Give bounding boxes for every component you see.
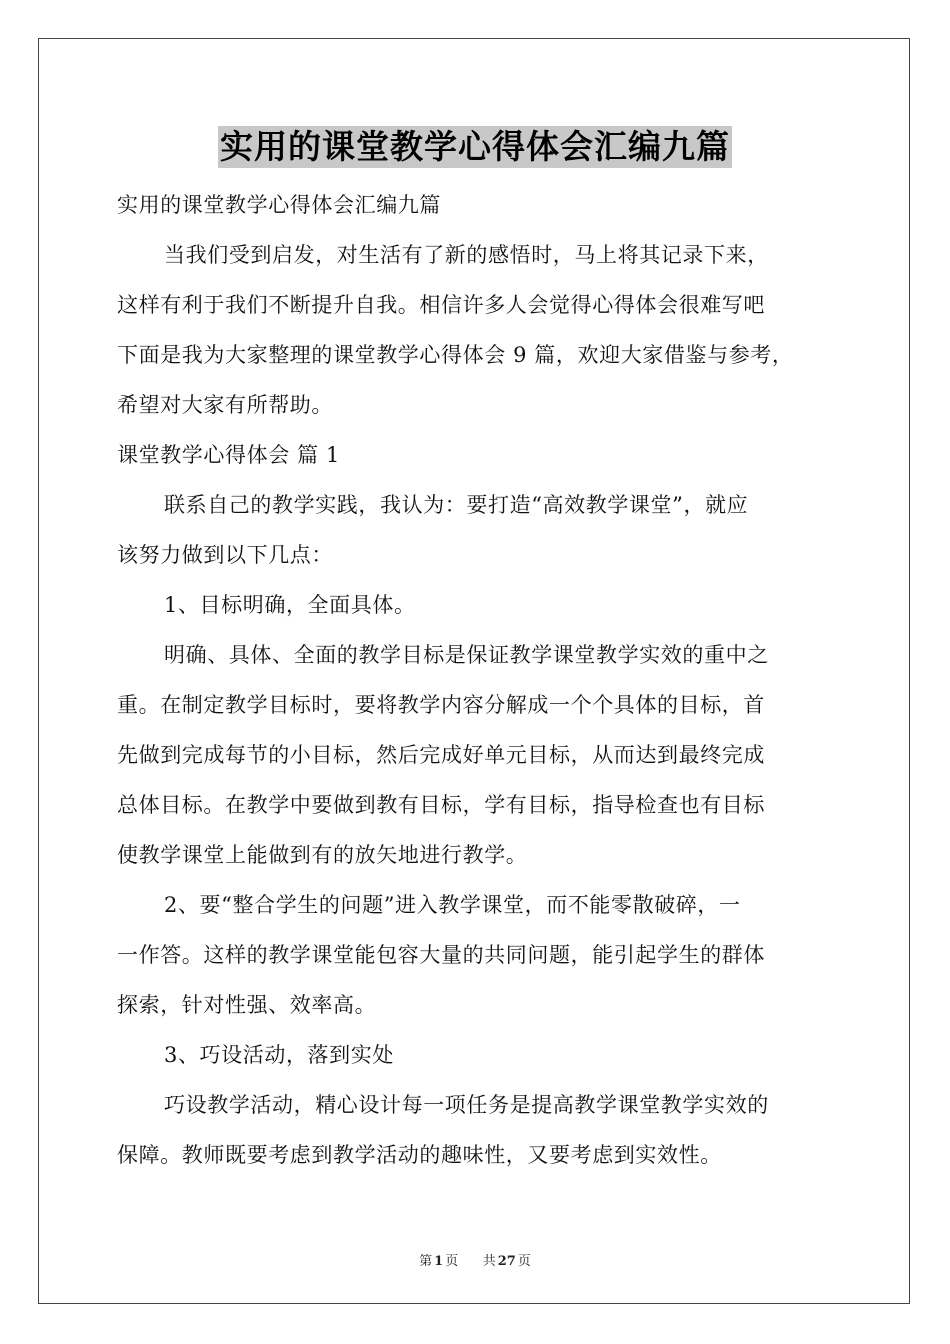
text-line: 一作答。这样的教学课堂能包容大量的共同问题，能引起学生的群体 [117, 943, 765, 967]
text-line: 联系自己的教学实践，我认为：要打造“高效教学课堂”，就应 [164, 493, 749, 517]
page-footer [0, 1250, 950, 1269]
text-line: 保障。教师既要考虑到教学活动的趣味性，又要考虑到实效性。 [117, 1143, 722, 1167]
text-line: 先做到完成每节的小目标，然后完成好单元目标，从而达到最终完成 [117, 743, 765, 767]
text-line: 1、目标明确，全面具体。 [164, 593, 416, 617]
text-line: 下面是我为大家整理的课堂教学心得体会 9 篇，欢迎大家借鉴与参考， [117, 343, 794, 367]
page-number: 第 1 页 [419, 1254, 459, 1269]
text-line: 总体目标。在教学中要做到教有目标，学有目标，指导检查也有目标 [117, 793, 765, 817]
document-title: 实用的课堂教学心得体会汇编九篇 [220, 127, 730, 166]
text-line: 课堂教学心得体会 篇 1 [117, 443, 340, 467]
text-line: 巧设教学活动，精心设计每一项任务是提高教学课堂教学实效的 [164, 1093, 769, 1117]
text-line: 探索，针对性强、效率高。 [117, 993, 377, 1017]
text-line: 重。在制定教学目标时，要将教学内容分解成一个个具体的目标，首 [117, 693, 765, 717]
text-line: 2、要“整合学生的问题”进入教学课堂，而不能零散破碎，一 [164, 893, 741, 917]
document-body [117, 180, 837, 1180]
text-line: 使教学课堂上能做到有的放矢地进行教学。 [117, 843, 528, 867]
text-line: 该努力做到以下几点： [117, 543, 333, 567]
text-line: 3、巧设活动，落到实处 [164, 1043, 394, 1067]
title-container [0, 126, 950, 168]
text-line: 当我们受到启发，对生活有了新的感悟时，马上将其记录下来， [164, 243, 769, 267]
text-line: 这样有利于我们不断提升自我。相信许多人会觉得心得体会很难写吧 [117, 293, 765, 317]
text-line: 希望对大家有所帮助。 [117, 393, 333, 417]
text-line: 明确、具体、全面的教学目标是保证教学课堂教学实效的重中之 [164, 643, 769, 667]
total-pages: 共 27 页 [482, 1254, 531, 1269]
text-line: 实用的课堂教学心得体会汇编九篇 [117, 193, 441, 217]
